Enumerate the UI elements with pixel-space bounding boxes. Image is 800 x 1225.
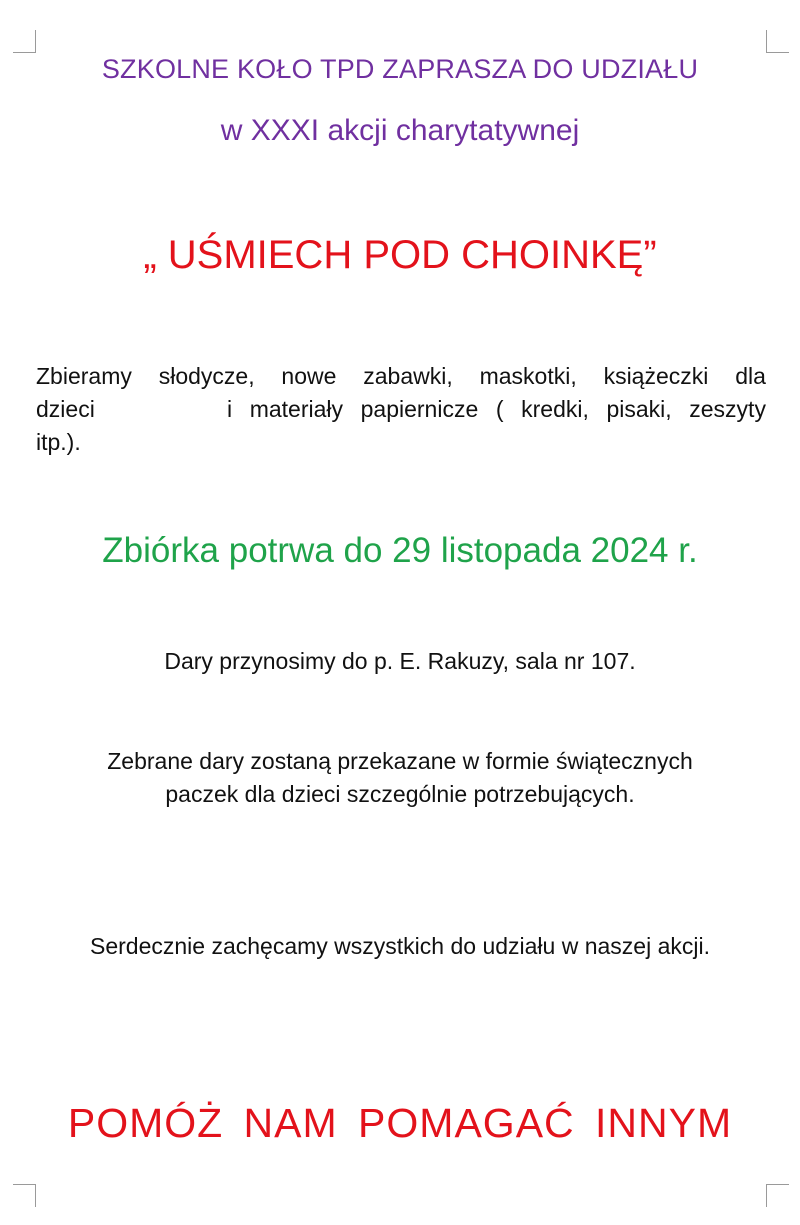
encouragement-text: Serdecznie zachęcamy wszystkich do udziału w naszej akcji. — [90, 933, 710, 959]
slogan-text: POMÓŻ NAM POMAGAĆ INNYM — [67, 1100, 733, 1146]
word: książeczki — [603, 363, 709, 389]
word: dla — [735, 363, 766, 389]
word: ( — [495, 396, 504, 422]
word: i — [227, 396, 233, 422]
collection-line-3: itp.). — [36, 429, 81, 455]
word: pisaki, — [606, 396, 672, 422]
collection-line-1 — [36, 360, 766, 393]
crop-mark-bottom-left — [13, 1184, 36, 1207]
campaign-title: „ UŚMIECH POD CHOINKĘ” — [143, 233, 657, 277]
word: materiały — [249, 396, 344, 422]
word: papiernicze — [360, 396, 479, 422]
word: maskotki, — [479, 363, 577, 389]
donation-text-line-2: paczek dla dzieci szczególnie potrzebujących. — [165, 781, 635, 807]
word: kredki, — [521, 396, 589, 422]
crop-mark-top-right — [766, 30, 789, 53]
word: zabawki, — [363, 363, 453, 389]
word: dzieci — [36, 396, 95, 422]
event-subheading: w XXXI akcji charytatywnej — [220, 114, 580, 147]
crop-mark-bottom-right — [766, 1184, 789, 1207]
word: słodycze, — [158, 363, 255, 389]
donation-text-line-1: Zebrane dary zostaną przekazane w formie świątecznych — [107, 748, 693, 774]
word: zeszyty — [689, 396, 766, 422]
word: nowe — [281, 363, 337, 389]
deadline-text: Zbiórka potrwa do 29 listopada 2024 r. — [102, 531, 698, 570]
dropoff-text: Dary przynosimy do p. E. Rakuzy, sala nr 107. — [164, 648, 636, 674]
invitation-heading: SZKOLNE KOŁO TPD ZAPRASZA DO UDZIAŁU — [101, 54, 699, 84]
collection-line-2-rest — [227, 393, 766, 426]
word: Zbieramy — [36, 363, 132, 389]
crop-mark-top-left — [13, 30, 36, 53]
